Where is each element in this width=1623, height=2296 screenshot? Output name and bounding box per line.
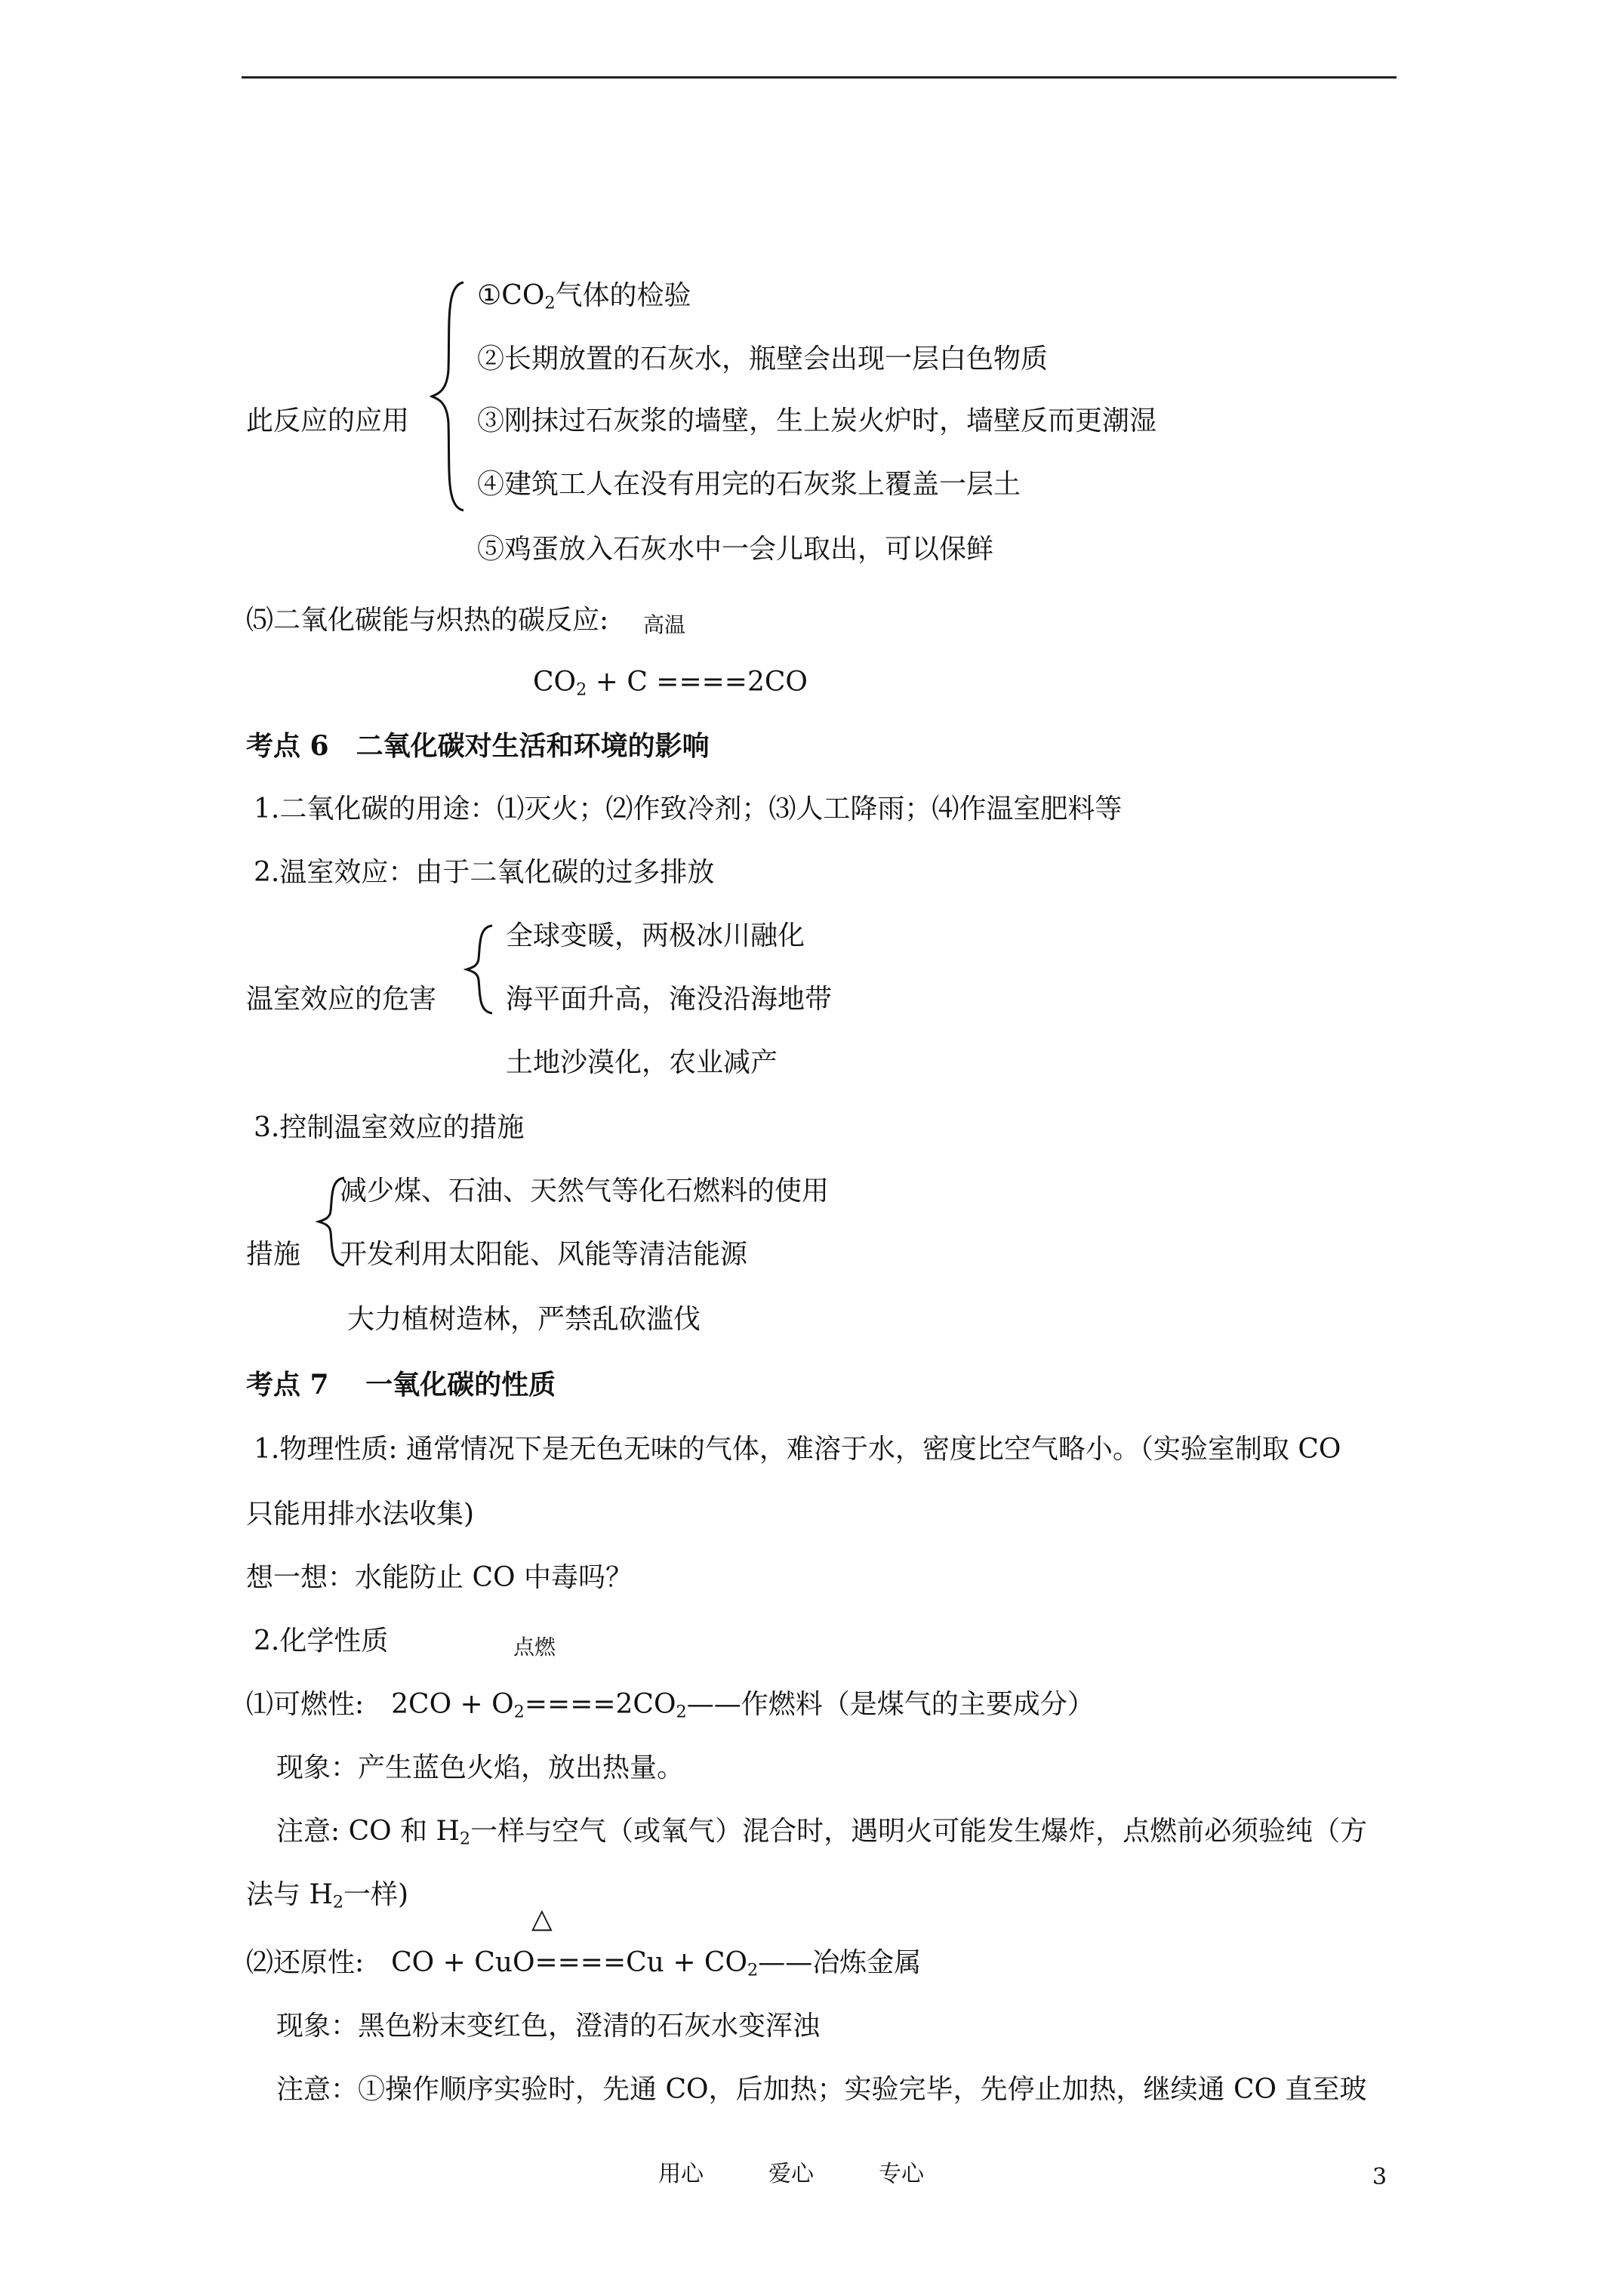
harm-brace xyxy=(463,923,497,1016)
reduction-equation: ⑵还原性: CO + $CuO====Cu + CO_2——$冶炼金属 xyxy=(246,1947,922,1980)
greenhouse-effect: 2.温室效应：由于二氧化碳的过多排放 xyxy=(254,857,715,888)
co2-uses: 1.二氧化碳的用途：⑴灭火；⑵作致冷剂；⑶人工降雨；⑷作温室肥料等 xyxy=(254,794,1123,824)
harm-item-2: 海平面升高，淹没沿海地带 xyxy=(506,984,833,1015)
combustion-note-line1: 注意: CO 和 $H_2$一样与空气（或氧气）混合时，遇明火可能发生爆炸，点燃前必须验纯（方 xyxy=(276,1816,1368,1849)
app-brace xyxy=(429,279,471,513)
harm-item-1: 全球变暖，两极冰川融化 xyxy=(506,920,805,951)
header-rule xyxy=(242,76,1397,79)
reduction-phenomenon: 现象：黑色粉末变红色，澄清的石灰水变浑浊 xyxy=(276,2011,821,2042)
reduction-note: 注意：①操作顺序实验时，先通 CO，后加热；实验完毕，先停止加热，继续通 CO 直至玻 xyxy=(276,2074,1367,2105)
app-item-4: ④建筑工人在没有用完的石灰浆上覆盖一层土 xyxy=(477,469,1021,500)
harm-item-3: 土地沙漠化，农业减产 xyxy=(506,1047,778,1078)
control-measures-heading: 3.控制温室效应的措施 xyxy=(254,1112,525,1143)
reaction5-equation: $CO_2 + C ====2CO$ xyxy=(533,667,808,700)
footer-slogan-1: 用心 xyxy=(658,2161,704,2187)
physical-properties-line2: 只能用排水法收集) xyxy=(246,1499,475,1530)
physical-properties-line1: 1.物理性质: 通常情况下是无色无味的气体，难溶于水，密度比空气略小。（实验室制取 CO xyxy=(254,1434,1341,1465)
footer-slogan-2: 爱心 xyxy=(768,2161,814,2187)
ignite-condition: 点燃 xyxy=(513,1635,556,1660)
app-label: 此反应的应用 xyxy=(246,405,410,436)
reaction5-condition: 高温 xyxy=(643,612,686,637)
footer-slogan-3: 专心 xyxy=(879,2161,924,2187)
point7-title: 考点 7 一氧化碳的性质 xyxy=(246,1369,556,1401)
measure-item-2: 开发利用太阳能、风能等清洁能源 xyxy=(340,1239,748,1270)
heat-condition: △ xyxy=(531,1903,553,1934)
harm-label: 温室效应的危害 xyxy=(246,984,437,1015)
think-question: 想一想：水能防止 CO 中毒吗？ xyxy=(246,1562,633,1593)
reaction5-text: ⑸二氧化碳能与炽热的碳反应: xyxy=(246,605,609,636)
app-item-3: ③刚抹过石灰浆的墙壁，生上炭火炉时，墙壁反而更潮湿 xyxy=(477,405,1157,436)
app-item-2: ②长期放置的石灰水，瓶壁会出现一层白色物质 xyxy=(477,344,1049,374)
page-number: 3 xyxy=(1372,2164,1387,2190)
combustibility-equation: ⑴可燃性: $2CO + O_2====2CO_2——$作燃料（是煤气的主要成分） xyxy=(246,1689,1095,1722)
measure-item-1: 减少煤、石油、天然气等化石燃料的使用 xyxy=(340,1176,830,1207)
measure-label: 措施 xyxy=(246,1239,301,1270)
combustion-note-line2: 法与 $H_2$一样) xyxy=(246,1879,409,1912)
chemical-properties-heading: 2.化学性质 xyxy=(254,1626,389,1657)
point6-title: 考点 6 二氧化碳对生活和环境的影响 xyxy=(246,730,710,762)
app-item-1: $①CO_2$气体的检验 xyxy=(477,280,691,313)
measure-item-3: 大力植树造林，严禁乱砍滥伐 xyxy=(347,1304,701,1335)
app-item-5: ⑤鸡蛋放入石灰水中一会儿取出，可以保鲜 xyxy=(477,534,994,565)
combustion-phenomenon: 现象：产生蓝色火焰，放出热量。 xyxy=(276,1752,685,1783)
